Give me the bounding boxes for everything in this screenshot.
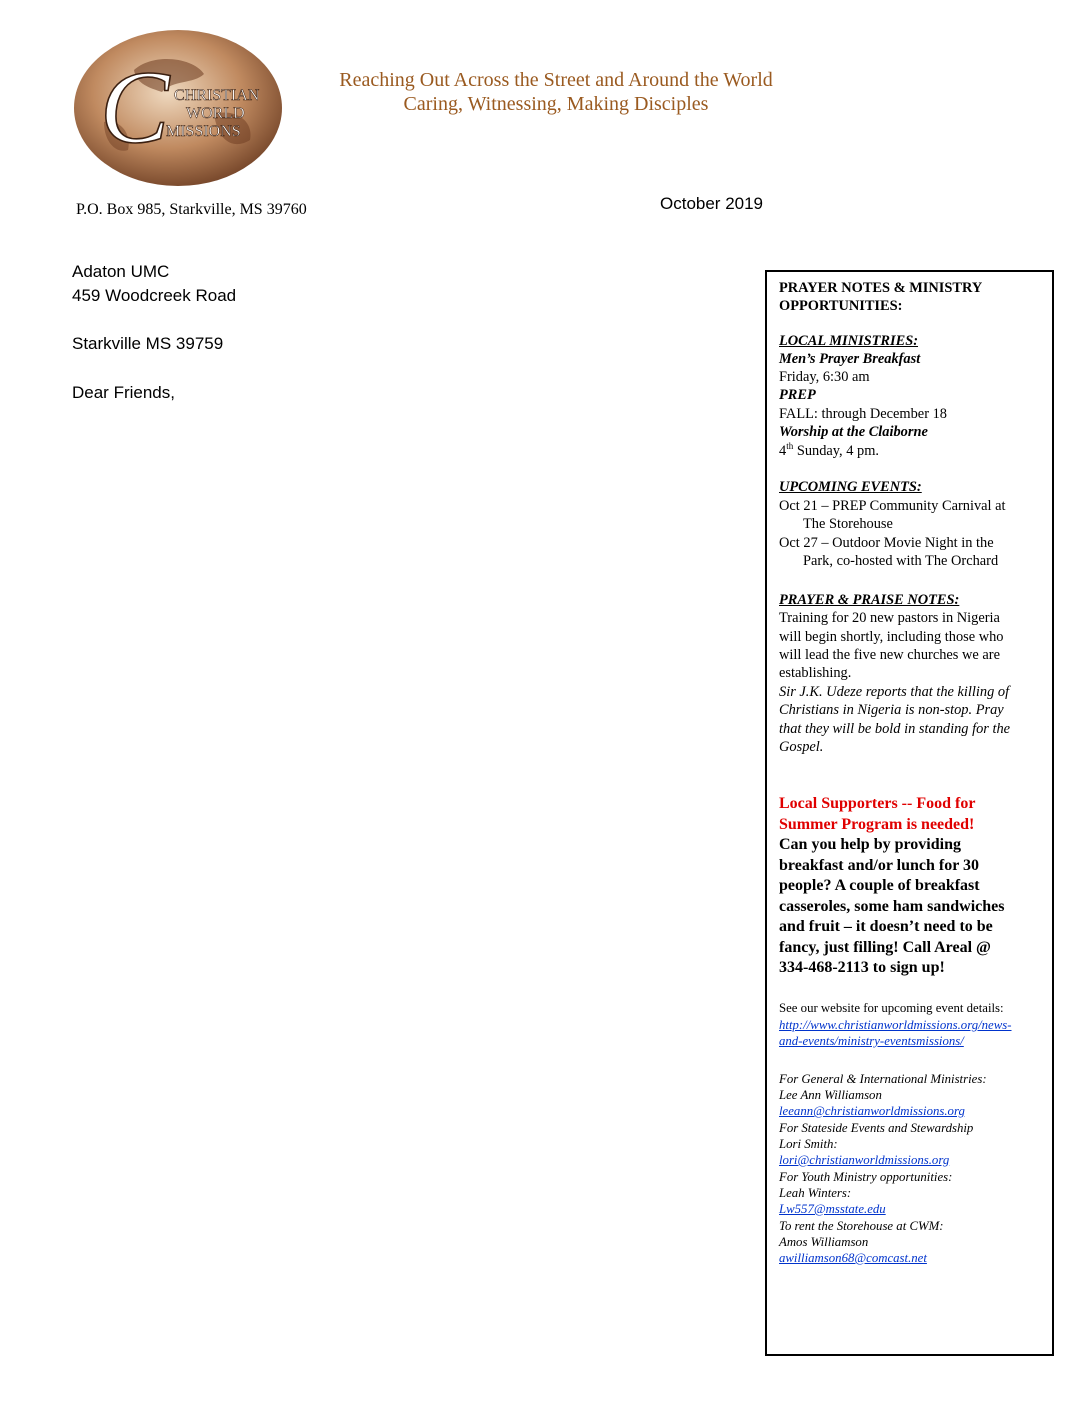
event-2-line-2: Park, co-hosted with The Orchard	[803, 553, 999, 569]
contact-1-name: Lee Ann Williamson	[779, 1088, 882, 1102]
recipient-street: 459 Woodcreek Road	[72, 286, 237, 305]
contact-4-email[interactable]: awilliamson68@comcast.net	[779, 1251, 927, 1265]
upcoming-events-heading: UPCOMING EVENTS:	[779, 479, 922, 495]
appeal-line-6: fancy, just filling! Call Areal @	[779, 939, 991, 956]
logo-line3: MISSIONS	[166, 123, 241, 140]
prayer-note-2-line-3: that they will be bold in standing for the	[779, 721, 1011, 737]
logo-line2: WORLD	[186, 105, 245, 122]
contact-3-email[interactable]: Lw557@msstate.edu	[779, 1202, 886, 1216]
appeal-line-2: breakfast and/or lunch for 30	[779, 857, 980, 874]
tagline-line-1: Reaching Out Across the Street and Around the World	[339, 69, 773, 91]
sidebar-title-line-1: PRAYER NOTES & MINISTRY	[779, 280, 983, 296]
worship-ordinal: 4	[779, 443, 787, 459]
website-link-line-2[interactable]: and-events/ministry-eventsmissions/	[779, 1034, 964, 1048]
contact-4-role: To rent the Storehouse at CWM:	[779, 1219, 944, 1233]
worship-time-text: Sunday, 4 pm.	[793, 443, 880, 459]
prayer-note-2-line-1: Sir J.K. Udeze reports that the killing of	[779, 684, 1010, 700]
prayer-note-1-line-1: Training for 20 new pastors in Nigeria	[779, 610, 1000, 626]
tagline-line-2: Caring, Witnessing, Making Disciples	[403, 93, 709, 115]
appeal-red-line-2: Summer Program is needed!	[779, 816, 975, 833]
contact-2-name: Lori Smith:	[779, 1137, 838, 1151]
appeal-red-line-1: Local Supporters -- Food for	[779, 795, 976, 812]
contact-2-email[interactable]: lori@christianworldmissions.org	[779, 1153, 950, 1167]
contact-3-name: Leah Winters:	[779, 1186, 852, 1200]
worship-time	[779, 442, 879, 460]
mens-prayer-breakfast-time: Friday, 6:30 am	[779, 369, 870, 385]
website-link-line-1[interactable]: http://www.christianworldmissions.org/news-	[779, 1018, 1012, 1032]
greeting: Dear Friends,	[72, 383, 175, 402]
contact-1-role: For General & International Ministries:	[779, 1072, 987, 1086]
letter-date: October 2019	[660, 194, 764, 213]
appeal-line-7: 334-468-2113 to sign up!	[779, 959, 945, 976]
sidebar-title-line-2: OPPORTUNITIES:	[779, 298, 903, 314]
logo-line1: CHRISTIAN	[174, 87, 260, 104]
prep-time: FALL: through December 18	[779, 406, 947, 422]
logo-initial: C	[100, 50, 170, 165]
event-1-line-2: The Storehouse	[803, 516, 893, 532]
prep-title: PREP	[779, 387, 816, 403]
appeal-line-4: casseroles, some ham sandwiches	[779, 898, 1005, 915]
prayer-praise-heading: PRAYER & PRAISE NOTES:	[779, 592, 960, 608]
local-ministries-heading: LOCAL MINISTRIES:	[779, 333, 919, 349]
prayer-note-1-line-3: will lead the five new churches we are	[779, 647, 1000, 663]
contact-2-role: For Stateside Events and Stewardship	[779, 1121, 974, 1135]
appeal-line-5: and fruit – it doesn’t need to be	[779, 918, 993, 935]
worship-title: Worship at the Claiborne	[779, 424, 928, 440]
mens-prayer-breakfast-title: Men’s Prayer Breakfast	[779, 351, 921, 367]
prayer-note-1-line-2: will begin shortly, including those who	[779, 629, 1004, 645]
prayer-note-2-line-2: Christians in Nigeria is non-stop. Pray	[779, 702, 1004, 718]
recipient-city: Starkville MS 39759	[72, 334, 224, 353]
event-1-line-1: Oct 21 – PREP Community Carnival at	[779, 498, 1006, 514]
contact-4-name: Amos Williamson	[779, 1235, 869, 1249]
prayer-note-2-line-4: Gospel.	[779, 739, 824, 755]
contact-3-role: For Youth Ministry opportunities:	[779, 1170, 953, 1184]
prayer-note-1-line-4: establishing.	[779, 665, 852, 681]
contact-1-email[interactable]: leeann@christianworldmissions.org	[779, 1104, 965, 1118]
website-intro: See our website for upcoming event details:	[779, 1001, 1004, 1015]
po-box-address: P.O. Box 985, Starkville, MS 39760	[76, 201, 307, 218]
christian-world-missions-logo	[74, 22, 282, 190]
recipient-name: Adaton UMC	[72, 262, 170, 281]
appeal-line-3: people? A couple of breakfast	[779, 877, 980, 894]
appeal-line-1: Can you help by providing	[779, 836, 961, 853]
event-2-line-1: Oct 27 – Outdoor Movie Night in the	[779, 535, 994, 551]
worship-ordinal-suffix: th	[786, 441, 794, 452]
